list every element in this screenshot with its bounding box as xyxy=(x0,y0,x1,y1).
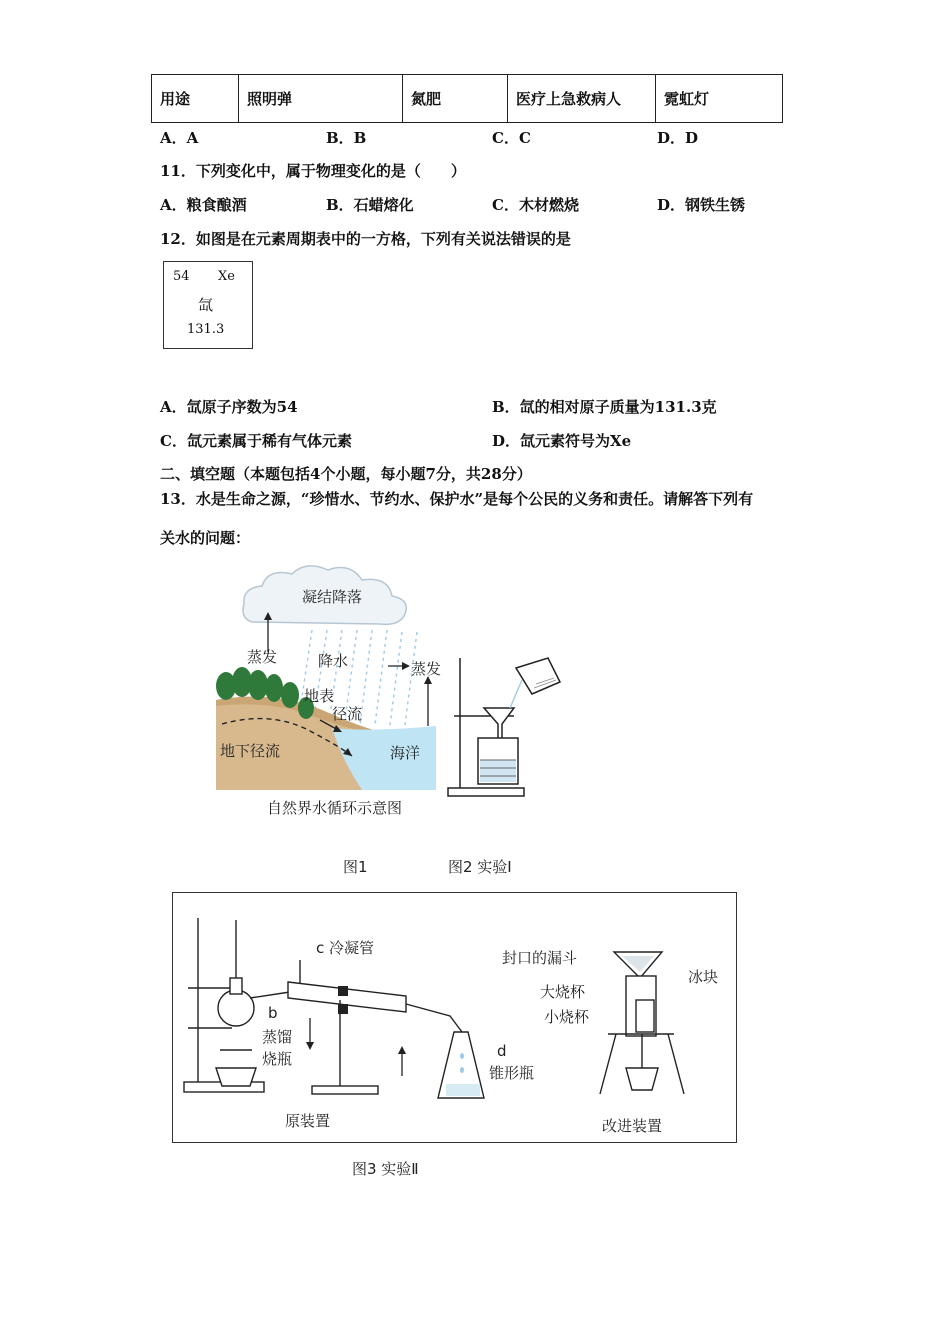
fig1-evap-label: 蒸发 xyxy=(247,648,278,666)
fig1-rain-label: 降水 xyxy=(318,652,349,670)
fig3-smallbeaker-label: 小烧杯 xyxy=(544,1008,590,1026)
fig1-name: 图1 xyxy=(343,858,368,876)
q10-option-a: A．A xyxy=(160,129,199,147)
fig2-name: 图2 实验Ⅰ xyxy=(448,858,512,876)
table-cell: 氮肥 xyxy=(403,75,508,123)
fig3-flask-label-2: 烧瓶 xyxy=(262,1050,293,1068)
fig3-d-label: d xyxy=(497,1042,507,1060)
q12-option-b: B．氙的相对原子质量为131.3克 xyxy=(492,398,717,416)
q13-stem-line2: 关水的问题： xyxy=(160,529,251,547)
fig3-condenser-label: c 冷凝管 xyxy=(316,939,375,957)
pouring-beaker-icon xyxy=(516,658,560,694)
fig3-ice-label: 冰块 xyxy=(688,968,719,986)
q12-stem: 12．如图是在元素周期表中的一方格，下列有关说法错误的是 xyxy=(160,230,571,248)
table-cell: 照明弹 xyxy=(239,75,403,123)
fig1-underground-label: 地下径流 xyxy=(220,742,281,760)
fig1-ocean-label: 海洋 xyxy=(390,744,421,762)
q13-stem-line1: 13．水是生命之源，“珍惜水、节约水、保护水”是每个公民的义务和责任。请解答下列有 xyxy=(160,490,754,508)
fig3-flask-label-1: 蒸馏 xyxy=(262,1028,293,1046)
q11-stem: 11．下列变化中，属于物理变化的是（ ） xyxy=(160,162,466,180)
q10-option-b: B．B xyxy=(326,129,367,147)
q11-option-a: A．粮食酿酒 xyxy=(160,196,247,214)
table-cell: 霓虹灯 xyxy=(656,75,783,123)
fig3-bigbeaker-label: 大烧杯 xyxy=(540,983,586,1001)
q12-option-a: A．氙原子序数为54 xyxy=(160,398,298,416)
q12-option-d: D．氙元素符号为Xe xyxy=(492,432,632,450)
q10-option-d: D．D xyxy=(657,129,699,147)
q11-option-b: B．石蜡熔化 xyxy=(326,196,414,214)
q12-option-c: C．氙元素属于稀有气体元素 xyxy=(160,432,352,450)
fig3-b-label: b xyxy=(268,1004,278,1022)
atomic-mass: 131.3 xyxy=(187,322,225,337)
element-symbol: Xe xyxy=(218,269,235,284)
distillation-apparatus xyxy=(180,900,725,1136)
atomic-number: 54 xyxy=(173,269,190,284)
usage-table xyxy=(151,74,783,123)
fig3-conical-label: 锥形瓶 xyxy=(489,1064,535,1082)
table-cell: 用途 xyxy=(152,75,239,123)
fig1-evap2-label: 蒸发 xyxy=(411,660,442,678)
q11-option-d: D．钢铁生锈 xyxy=(657,196,746,214)
fig3-funnel-label: 封口的漏斗 xyxy=(502,949,578,967)
table-row xyxy=(152,75,783,123)
table-cell: 医疗上急救病人 xyxy=(508,75,656,123)
fig3-improved-label: 改进装置 xyxy=(602,1117,663,1135)
fig3-name: 图3 实验Ⅱ xyxy=(352,1160,419,1178)
fig1-surface-label-2: 径流 xyxy=(332,705,363,723)
section-title: 二、填空题（本题包括4个小题，每小题7分，共28分） xyxy=(160,465,532,483)
fig3-original-label: 原装置 xyxy=(285,1112,331,1130)
element-cell xyxy=(163,261,253,349)
filtration-apparatus xyxy=(444,652,564,802)
fig1-surface-label-1: 地表 xyxy=(304,687,335,705)
fig1-caption: 自然界水循环示意图 xyxy=(267,799,403,817)
element-name: 氙 xyxy=(198,296,214,314)
q10-option-c: C．C xyxy=(492,129,531,147)
q11-option-c: C．木材燃烧 xyxy=(492,196,579,214)
fig1-cloud-label: 凝结降落 xyxy=(302,588,363,606)
